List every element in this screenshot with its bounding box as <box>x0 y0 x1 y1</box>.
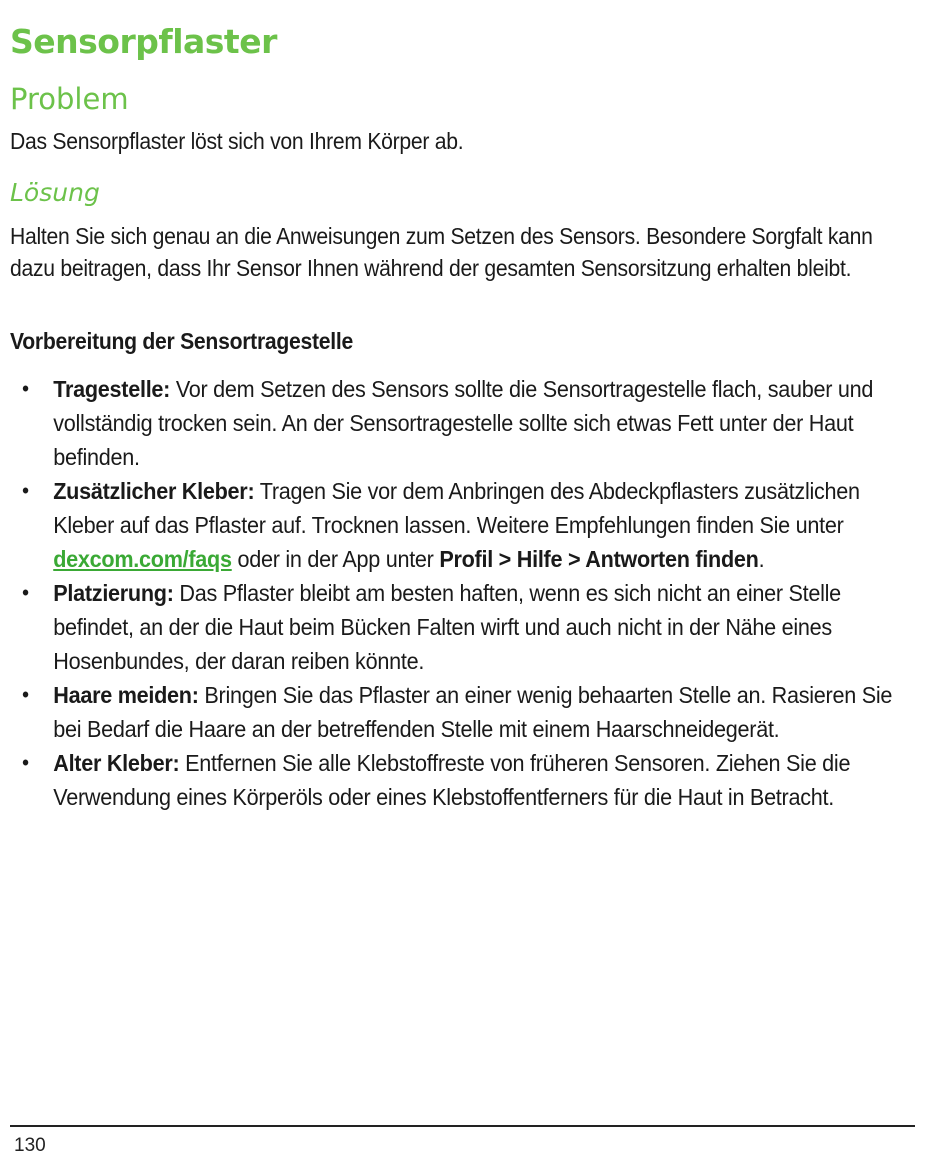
item-label: Alter Kleber: <box>53 750 180 776</box>
list-item <box>10 474 921 576</box>
solution-heading: Lösung <box>10 178 100 207</box>
item-text: . <box>758 546 765 572</box>
bullet-icon: • <box>21 580 29 605</box>
list-item <box>10 372 921 474</box>
item-label: Platzierung: <box>53 580 174 606</box>
item-text: Vor dem Setzen des Sensors sollte die Sensortragestelle flach, sauber und vollständig trocken sein. An der Sensortragestelle sollte sich etwas Fett unter der Haut befinden. <box>53 376 874 470</box>
preparation-list <box>10 372 921 814</box>
faq-link[interactable]: dexcom.com/faqs <box>53 546 232 572</box>
list-item <box>10 576 921 678</box>
item-label: Tragestelle: <box>53 376 171 402</box>
bullet-icon: • <box>21 750 29 775</box>
preparation-heading: Vorbereitung der Sensortragestelle <box>10 328 354 354</box>
item-text: Tragen Sie vor dem Anbringen des Abdeckpflasters zusätzlichen Kleber auf das Pflaster auf. Trocknen lassen. Weitere Empfehlungen finden Sie unter <box>53 478 860 538</box>
problem-text: Das Sensorpflaster löst sich von Ihrem Körper ab. <box>10 128 464 154</box>
item-label: Haare meiden: <box>53 682 199 708</box>
bullet-icon: • <box>21 376 29 401</box>
bullet-icon: • <box>21 682 29 707</box>
item-text: Bringen Sie das Pflaster an einer wenig behaarten Stelle an. Rasieren Sie bei Bedarf die Haare an der betreffenden Stelle mit einem Haarschneidegerät. <box>53 682 893 742</box>
list-item <box>10 678 921 746</box>
list-item <box>10 746 921 814</box>
problem-heading: Problem <box>10 82 129 116</box>
item-text: Das Pflaster bleibt am besten haften, wenn es sich nicht an einer Stelle befindet, an der die Haut beim Bücken Falten wirft und auch nicht in der Nähe eines Hosenbundes, der daran reiben könnte. <box>53 580 841 674</box>
item-label: Zusätzlicher Kleber: <box>53 478 255 504</box>
footer-divider <box>10 1125 915 1127</box>
page-title: Sensorpflaster <box>10 22 277 61</box>
page-number: 130 <box>14 1135 46 1156</box>
item-text: Entfernen Sie alle Klebstoffreste von früheren Sensoren. Ziehen Sie die Verwendung eines Körperöls oder eines Klebstoffentferners für die Haut in Betracht. <box>53 750 851 810</box>
item-text: oder in der App unter <box>231 546 440 572</box>
solution-text: Halten Sie sich genau an die Anweisungen zum Setzen des Sensors. Besondere Sorgfalt kann dazu beitragen, dass Ihr Sensor Ihnen während der gesamten Sensorsitzung erhalten bleibt. <box>10 223 873 281</box>
bullet-icon: • <box>21 478 29 503</box>
app-menu-path: Profil > Hilfe > Antworten finden <box>439 546 759 572</box>
